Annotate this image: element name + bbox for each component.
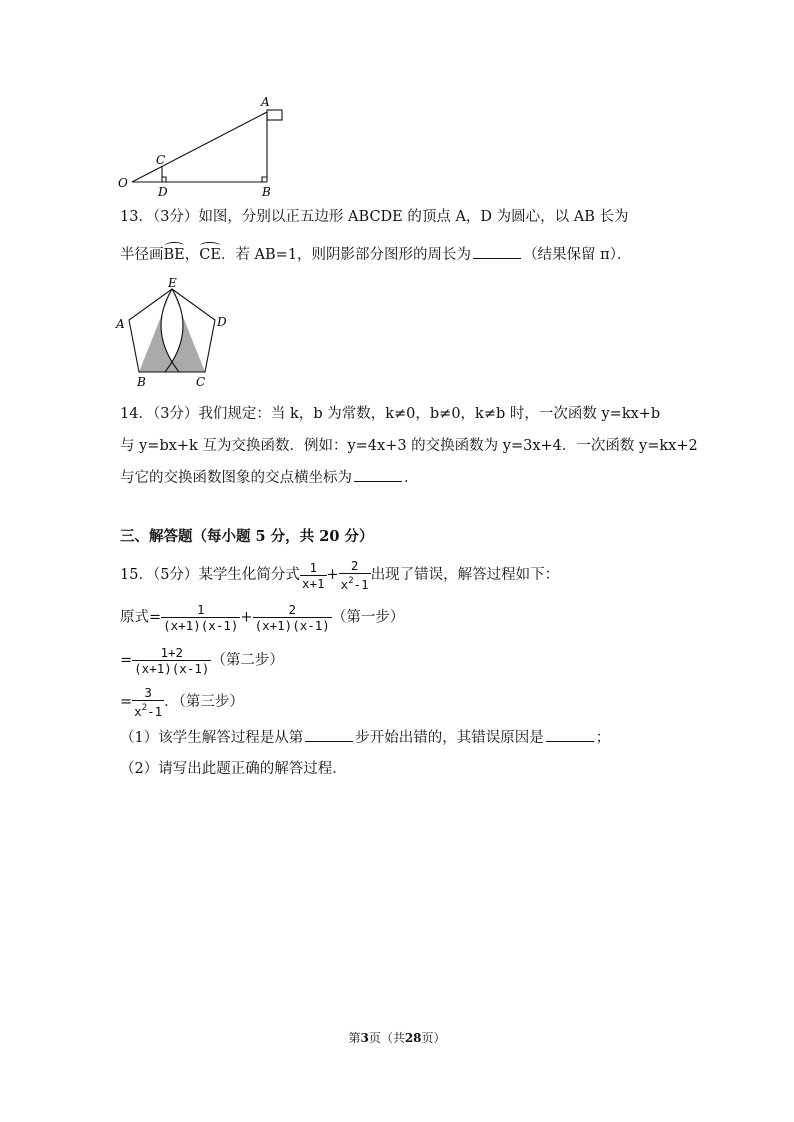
label-C: C xyxy=(196,375,206,389)
question-points: （3分） xyxy=(152,406,199,422)
step1-line: 原式= $\frac{1}{(x+1)(x-1)}$ + $\frac{2}{(x+1)(x-1)}$ （第一步） xyxy=(120,602,405,633)
pentagon-figure xyxy=(112,276,232,394)
pentagon-outline xyxy=(129,289,215,372)
q14-line3: 与它的交换函数图象的交点横坐标为 ． xyxy=(120,467,419,488)
question-number: 13． xyxy=(120,209,153,225)
label-A: A xyxy=(261,95,270,109)
line-OA xyxy=(132,112,267,182)
label-D: D xyxy=(217,315,227,329)
q14-line1: 14．（3分）我们规定：当 k，b 为常数，k≠0，b≠0，k≠b 时，一次函数 y=kx+b xyxy=(120,406,661,422)
q15-part1: （1）该学生解答过程是从第 步开始出错的，其错误原因是 ； xyxy=(120,727,610,748)
step2-line: = $\frac{1+2}{(x+1)(x-1)}$ （第二步） xyxy=(120,645,284,676)
q15-part2: （2）请写出此题正确的解答过程． xyxy=(120,761,347,777)
q14-line2: 与 y=bx+k 互为交换函数．例如：y=4x+3 的交换函数为 y=3x+4．一次函数 y=kx+2 xyxy=(120,438,698,454)
fraction-2-over-x2-minus-1: $\frac{2}{x^2-1}$ xyxy=(340,558,369,592)
q15-line1: 15．（5分）某学生化简分式 $\frac{1}{x+1}$ + $\frac{2}{x^2-1}$ 出现了错误，解答过程如下： xyxy=(120,558,560,592)
question-points: （5分） xyxy=(152,567,199,583)
fraction-step1-a: $\frac{1}{(x+1)(x-1)}$ xyxy=(163,602,239,633)
answer-blank-step[interactable] xyxy=(305,727,353,742)
arc-CE: CE xyxy=(199,247,221,263)
label-O: O xyxy=(118,176,128,190)
page-footer: 第3页（共28页） xyxy=(348,1031,446,1045)
label-D: D xyxy=(158,185,168,198)
question-points: （3分） xyxy=(152,209,199,225)
label-A: A xyxy=(116,317,125,331)
label-B: B xyxy=(262,185,271,198)
q13-line2: 半径画BE，CE．若 AB=1，则阴影部分图形的周长为 （结果保留 π）． xyxy=(120,244,631,265)
triangle-figure xyxy=(112,93,292,198)
answer-blank[interactable] xyxy=(473,244,521,259)
label-C: C xyxy=(156,153,166,167)
label-B: B xyxy=(137,375,146,389)
section-heading: 三、解答题（每小题 5 分，共 20 分） xyxy=(120,528,374,545)
right-angle-D xyxy=(162,177,166,182)
answer-blank[interactable] xyxy=(354,467,402,482)
right-angle-B xyxy=(262,177,267,182)
fraction-step1-b: $\frac{2}{(x+1)(x-1)}$ xyxy=(254,602,330,633)
label-E: E xyxy=(168,276,177,290)
arc-BE: BE xyxy=(163,247,185,263)
fraction-step3: $\frac{3}{x^2-1}$ xyxy=(134,685,163,719)
q13-line1: 13．（3分）如图，分别以正五边形 ABCDE 的顶点 A，D 为圆心，以 AB 长为 xyxy=(120,209,629,225)
fraction-step2: $\frac{1+2}{(x+1)(x-1)}$ xyxy=(134,645,210,676)
question-number: 15． xyxy=(120,567,153,583)
question-number: 14． xyxy=(120,406,153,422)
step3-line: = $\frac{3}{x^2-1}$ ．（第三步） xyxy=(120,685,244,719)
right-angle-A xyxy=(267,110,282,120)
fraction-1-over-x-plus-1: $\frac{1}{x+1}$ xyxy=(301,559,325,591)
answer-blank-reason[interactable] xyxy=(546,727,594,742)
